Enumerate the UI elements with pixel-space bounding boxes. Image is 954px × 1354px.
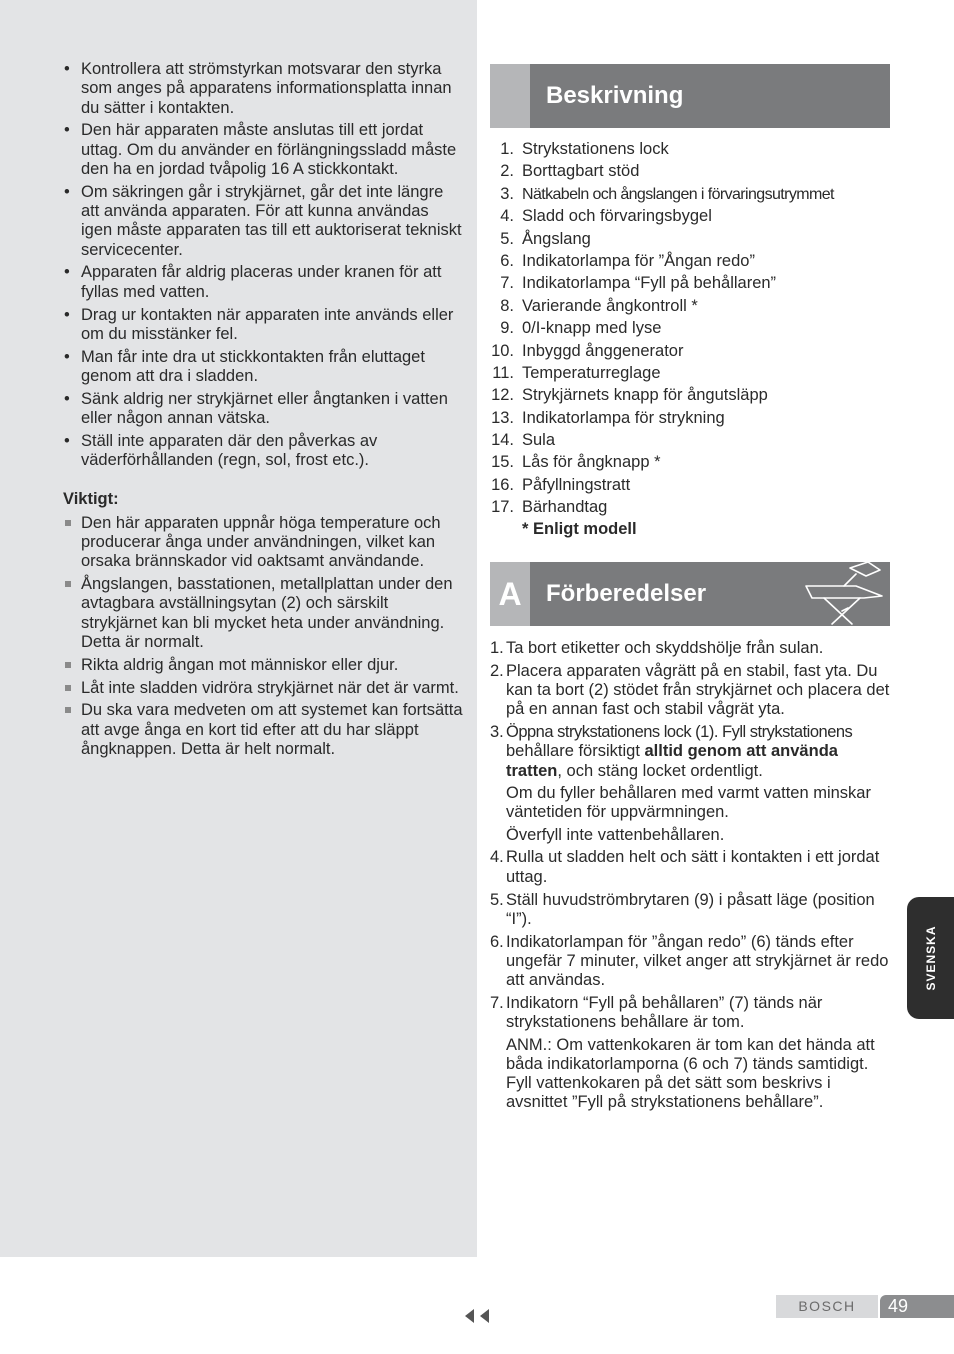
item-number: 2. — [500, 162, 514, 181]
list-item: • Ställ inte apparaten där den påverkas av väderförhållanden (regn, sol, frost etc.). — [63, 432, 463, 471]
step-number: 6. — [490, 932, 504, 951]
preparations-section-header — [490, 562, 890, 626]
item-number: 6. — [500, 251, 514, 270]
item-number: 8. — [500, 296, 514, 315]
item-text: Inbyggd ånggenerator — [522, 341, 684, 360]
list-item — [490, 342, 890, 361]
list-item — [490, 252, 890, 271]
list-item — [490, 476, 890, 495]
list-item: • Sänk aldrig ner strykjärnet eller ångtanken i vatten eller någon annan vätska. — [63, 390, 463, 429]
page-number-box — [880, 1295, 954, 1318]
list-item: • Om säkringen går i strykjärnet, går det inte längre att använda apparaten. För att kunna användas igen måste apparaten tas till ett auktoriserat tekniskt servicecenter. — [63, 183, 463, 260]
item-text: Temperaturreglage — [522, 363, 661, 382]
step-text: Ta bort etiketter och skyddshölje från sulan. — [506, 638, 824, 657]
list-item: Ångslangen, basstationen, metallplattan under den avtagbara avställningsytan (2) och särskilt strykjärnet kan bli mycket heta under användning. Detta är normalt. — [63, 575, 463, 652]
item-number: 12. — [491, 386, 514, 405]
ironing-board-icon — [804, 562, 886, 626]
list-item — [490, 848, 890, 887]
brand-label: BOSCH — [776, 1295, 878, 1318]
list-item — [490, 386, 890, 405]
list-item: • Den här apparaten måste anslutas till ett jordat uttag. Om du använder en förlängningssladd måste den ha en jordad tvåpolig 16 A stickkontakt. — [63, 121, 463, 179]
list-item — [490, 723, 890, 845]
item-text: Lås för ångknapp * — [522, 453, 661, 472]
item-text: Strykjärnets knapp för ångutsläpp — [522, 386, 768, 405]
step-number: 5. — [490, 890, 504, 909]
step-number: 2. — [490, 661, 504, 680]
item-number: 4. — [500, 207, 514, 226]
step-note: Om du fyller behållaren med varmt vatten minskar väntetiden för uppvärmningen. — [506, 784, 871, 822]
model-note: * Enligt modell — [522, 519, 637, 538]
item-number: 3. — [500, 184, 514, 203]
list-item — [490, 453, 890, 472]
item-number: 9. — [500, 319, 514, 338]
item-text: Varierande ångkontroll * — [522, 296, 698, 315]
step-number: 4. — [490, 848, 504, 867]
item-text: Strykstationens lock — [522, 140, 669, 158]
item-number: 16. — [491, 475, 514, 494]
parts-list — [490, 140, 890, 518]
list-item — [490, 498, 890, 517]
list-item — [490, 409, 890, 428]
right-column — [490, 64, 890, 1116]
step-note: Överfyll inte vattenbehållaren. — [506, 825, 725, 844]
item-number: 5. — [500, 229, 514, 248]
item-text: Påfyllningstratt — [522, 475, 631, 494]
preparations-title: Förberedelser — [546, 579, 707, 607]
important-heading: Viktigt: — [63, 490, 119, 509]
list-item — [490, 639, 890, 658]
safety-column — [63, 60, 463, 763]
item-text: Borttagbart stöd — [522, 162, 640, 181]
step-text: Öppna strykstationens lock (1). Fyll strykstationens — [506, 723, 853, 742]
list-item: • Apparaten får aldrig placeras under kranen för att fyllas med vatten. — [63, 263, 463, 302]
section-marker-box — [490, 64, 530, 128]
step-text: , och stäng locket ordentligt. — [557, 761, 763, 780]
step-text: Indikatorlampan för ”ångan redo” (6) tänds efter ungefär 7 minuter, vilket anger att strykjärnet är redo att användas. — [506, 932, 889, 990]
step-text: Ställ huvudströmbrytaren (9) i påsatt läge (position “I”). — [506, 890, 875, 928]
list-item — [490, 140, 890, 159]
item-text: Nätkabeln och ångslangen i förvaringsutrymmet — [522, 185, 834, 203]
section-marker-box: A — [490, 562, 530, 626]
step-text: Indikatorn “Fyll på behållaren” (7) tänds när strykstationens behållare är tom. — [506, 993, 823, 1032]
item-number: 17. — [491, 498, 514, 517]
list-item — [490, 230, 890, 249]
language-label: SVENSKA — [923, 925, 938, 991]
list-item — [490, 364, 890, 383]
list-item — [490, 662, 890, 720]
item-number: 11. — [492, 363, 514, 382]
step-emphasis: alltid genom att använda tratten — [506, 742, 838, 780]
list-item — [490, 431, 890, 450]
list-item: • Drag ur kontakten när apparaten inte används eller om du misstänker fel. — [63, 306, 463, 345]
list-item: • Man får inte dra ut stickkontakten från eluttaget genom att dra i sladden. — [63, 348, 463, 387]
list-item — [490, 207, 890, 226]
double-left-arrow-icon — [463, 1308, 491, 1324]
step-number: 3. — [490, 723, 504, 742]
item-number: 1. — [500, 140, 514, 158]
important-list — [63, 514, 463, 760]
item-number: 14. — [491, 431, 514, 450]
list-item: • Kontrollera att strömstyrkan motsvarar den styrka som anges på apparatens informationsplatta innan du sätter i kontakten. — [63, 60, 463, 118]
item-number: 15. — [491, 453, 514, 472]
item-text: Indikatorlampa “Fyll på behållaren” — [522, 274, 777, 293]
item-text: Indikatorlampa för ”Ångan redo” — [522, 251, 755, 270]
list-item: Låt inte sladden vidröra strykjärnet när det är varmt. — [63, 679, 463, 698]
list-item — [490, 933, 890, 991]
item-text: 0/I-knapp med lyse — [522, 319, 662, 338]
language-tab — [907, 897, 954, 1019]
step-number: 1. — [490, 638, 504, 657]
step-note: ANM.: Om vattenkokaren är tom kan det hända att båda indikatorlamporna (6 och 7) tänds samtidigt. Fyll vattenkokaren på det sätt som beskrivs i avsnittet ”Fyll på strykstationens behållare”. — [506, 1035, 875, 1112]
item-number: 10. — [491, 341, 514, 360]
list-item: Rikta aldrig ångan mot människor eller djur. — [63, 656, 463, 675]
description-section-header — [490, 64, 890, 128]
preparation-steps — [490, 639, 890, 1113]
list-item: Den här apparaten uppnår höga temperature och producerar ånga under användningen, vilket kan orsaka brännskador vid oaktsamt användande. — [63, 514, 463, 572]
item-number: 13. — [491, 408, 514, 427]
item-text: Sula — [522, 431, 556, 450]
list-item — [490, 162, 890, 181]
page-number: 49 — [888, 1296, 909, 1316]
item-number: 7. — [500, 274, 514, 293]
step-number: 7. — [490, 993, 504, 1012]
list-item — [490, 185, 890, 204]
step-text: Rulla ut sladden helt och sätt i kontakten i ett jordat uttag. — [506, 848, 880, 886]
step-text: behållare försiktigt — [506, 742, 645, 761]
list-item — [490, 274, 890, 293]
step-text: Placera apparaten vågrätt på en stabil, fast yta. Du kan ta bort (2) stödet från strykjärnet och placera det på en annan fast och stabil vågrät yta. — [506, 661, 890, 719]
description-title: Beskrivning — [546, 82, 684, 109]
item-text: Indikatorlampa för strykning — [522, 408, 725, 427]
list-item: Du ska vara medveten om att systemet kan fortsätta att avge ånga en kort tid efter att du har släppt ångknappen. Detta är helt normalt. — [63, 701, 463, 759]
list-item — [490, 297, 890, 316]
item-text: Bärhandtag — [522, 498, 608, 517]
item-text: Sladd och förvaringsbygel — [522, 207, 712, 226]
item-text: Ångslang — [522, 229, 591, 248]
list-item — [490, 994, 890, 1113]
list-item — [490, 319, 890, 338]
list-item — [490, 891, 890, 930]
safety-list — [63, 60, 463, 470]
